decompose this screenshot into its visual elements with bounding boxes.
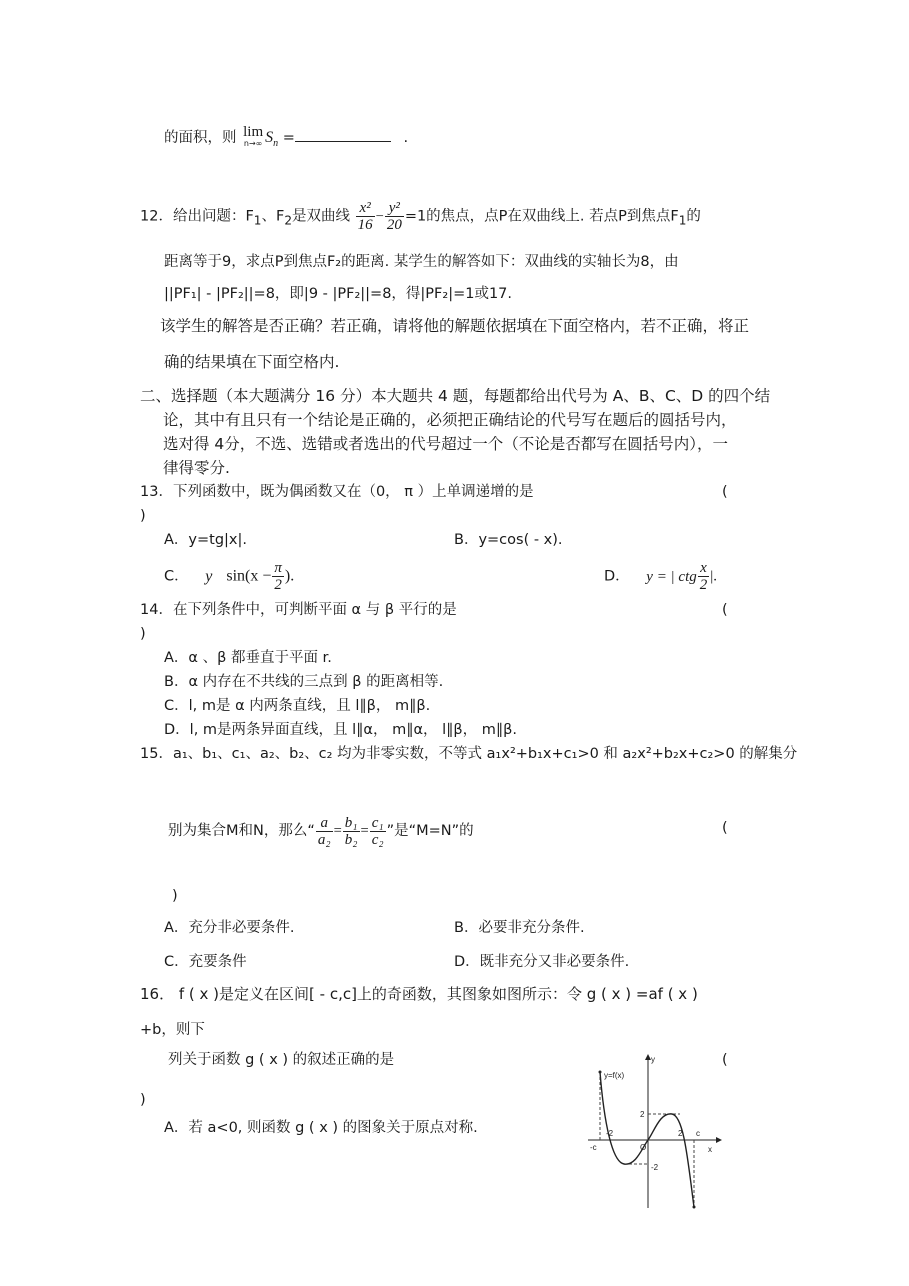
frac-num: x² (356, 200, 375, 217)
equals: = (360, 823, 369, 839)
minus-sign: − (375, 208, 384, 225)
q16-option-a[interactable]: A．若 a<0, 则函数 g ( x ) 的图象关于原点对称. (164, 1120, 478, 1136)
fraction-pi-2 (272, 560, 284, 593)
graph-label-x: x (708, 1145, 712, 1154)
lim-subscript: n→∞ (243, 139, 263, 148)
frac-num: b₁ (344, 814, 358, 831)
q14-option-c[interactable]: C．l, m是 α 内两条直线，且 l∥β， m∥β. (164, 698, 431, 714)
s-subscript: n (273, 137, 279, 149)
fraction-x2-16 (356, 200, 375, 233)
q13-option-c[interactable] (164, 560, 294, 593)
sec2-line3: 选对得 4分，不选、选错或者选出的代号超过一个（不论是否都写在圆括号内），一 (163, 435, 729, 453)
endpoint-left (599, 1071, 602, 1074)
q12-text-3: 是双曲线 (292, 208, 351, 225)
q12-text-4: =1的焦点，点P在双曲线上. 若点P到焦点F (404, 208, 679, 225)
x-axis-arrow (716, 1137, 722, 1143)
q13-option-d[interactable] (604, 560, 717, 593)
frac-num: π (274, 560, 282, 576)
q15-option-c[interactable]: C．充要条件 (164, 954, 247, 970)
answer-blank[interactable] (295, 127, 391, 142)
frac-num: y² (385, 200, 404, 217)
q15-paren-open: ( (722, 820, 728, 836)
graph-label-c: c (696, 1129, 700, 1138)
sin-expr: sin(x − (226, 567, 272, 585)
graph-label-2: 2 (640, 1110, 645, 1119)
graph-label-neg2-x: -2 (606, 1129, 614, 1138)
fraction-a (316, 815, 333, 848)
q14-stem: 14．在下列条件中，可判断平面 α 与 β 平行的是 (140, 602, 457, 618)
q16-stem2: +b，则下 (140, 1022, 205, 1038)
q15-stem: 15．a₁、b₁、c₁、a₂、b₂、c₂ 均为非零实数，不等式 a₁x²+b₁x+c₁>0 和 a₂x²+b₂x+c₂>0 的解集分 (140, 746, 798, 762)
graph-label-neg2: -2 (651, 1163, 659, 1172)
q15-option-a[interactable]: A．充分非必要条件. (164, 920, 295, 936)
q12-text-5: 的 (686, 208, 701, 225)
q13-stem: 13．下列函数中，既为偶函数又在（0， π ）上单调递增的是 (140, 484, 534, 500)
endpoint-right (693, 1206, 696, 1209)
q12-sub-3: 1 (678, 213, 687, 228)
q12-sub-2: 2 (284, 213, 293, 228)
graph-label-origin: O (640, 1143, 647, 1152)
expr-end: ). (284, 567, 295, 585)
q12-line5: 确的结果填在下面空格内. (164, 353, 340, 371)
q12-text-2: 、F (261, 208, 285, 225)
s-symbol: S (265, 129, 274, 146)
expr-end: |. (710, 568, 718, 585)
sec2-line4: 律得零分. (163, 459, 230, 477)
option-label: C． (164, 568, 189, 585)
period: . (403, 130, 409, 146)
q16-stem3: 列关于函数 g ( x ) 的叙述正确的是 (168, 1052, 395, 1068)
q14-paren-open: ( (722, 602, 728, 618)
limit-prefix: 的面积，则 (164, 130, 237, 146)
frac-num: c₁ (371, 814, 384, 831)
lim-text: lim (243, 124, 264, 140)
q12-number: 12． (140, 208, 173, 225)
graph-label-neg-c: -c (590, 1143, 597, 1152)
fraction-b (343, 815, 360, 848)
frac-den: 16 (357, 217, 373, 233)
limit-line (164, 126, 408, 154)
q12-line2: 距离等于9，求点P到焦点F₂的距离. 某学生的解答如下：双曲线的实轴长为8，由 (164, 254, 679, 270)
q12-sub-1: 1 (253, 213, 262, 228)
q13-option-b[interactable]: B．y=cos( - x). (454, 532, 563, 548)
frac-den: 2 (274, 577, 282, 593)
q14-option-d[interactable]: D．l, m是两条异面直线，且 l∥α， m∥α， l∥β， m∥β. (164, 722, 518, 738)
frac-den: 2 (699, 577, 708, 593)
sec2-line1: 二、选择题（本大题满分 16 分）本大题共 4 题，每题都给出代号为 A、B、C、D 的四个结 (140, 387, 771, 405)
ctg-expr: y = | ctg (646, 568, 697, 585)
fraction-x-2 (698, 560, 710, 593)
q14-option-a[interactable]: A．α 、β 都垂直于平面 r. (164, 650, 332, 666)
function-graph (584, 1052, 724, 1212)
graph-label-2-x: 2 (678, 1129, 683, 1138)
q15-option-b[interactable]: B．必要非充分条件. (454, 920, 585, 936)
q14-paren-close: ) (140, 626, 146, 642)
frac-num: x (698, 560, 710, 577)
q13-paren-close: ) (140, 508, 146, 524)
frac-den: c₂ (371, 831, 384, 848)
option-label: D． (604, 568, 630, 585)
q15-option-d[interactable]: D．既非充分又非必要条件. (454, 954, 630, 970)
q14-option-b[interactable]: B．α 内存在不共线的三点到 β 的距离相等. (164, 674, 444, 690)
q15-paren-close: ) (172, 888, 178, 904)
y-symbol: y (205, 567, 213, 585)
limit-symbol (243, 126, 263, 150)
fraction-y2-20 (385, 200, 404, 233)
sec2-line2: 论，其中有且只有一个结论是正确的，必须把正确结论的代号写在题后的圆括号内， (163, 411, 737, 429)
q13-paren-open: ( (722, 484, 728, 500)
q12-line4: 该学生的解答是否正确？若正确，请将他的解题依据填在下面空格内，若不正确，将正 (160, 317, 750, 335)
q15-text-a: 别为集合M和N，那么“ (168, 823, 315, 839)
q16-paren-close: ) (140, 1092, 146, 1108)
q12-line3: ||PF₁| - |PF₂||=8，即|9 - |PF₂||=8，得|PF₂|=1或17. (164, 286, 513, 302)
q15-line2 (168, 814, 474, 848)
graph-label-y: y (651, 1055, 655, 1064)
q16-stem: 16． f ( x )是定义在区间[ - c,c]上的奇函数，其图象如图所示：令 g ( x ) =af ( x ) (140, 985, 698, 1003)
graph-label-fn: y=f(x) (604, 1071, 625, 1080)
frac-den: a₂ (317, 831, 331, 848)
frac-den: b₂ (344, 831, 358, 848)
q13-option-a[interactable]: A．y=tg|x|. (164, 532, 247, 548)
equals: = (333, 823, 342, 839)
frac-num: a (316, 815, 333, 832)
q12-stem (140, 200, 701, 233)
q12-text-1: 给出问题：F (172, 208, 254, 225)
equals: = (282, 130, 295, 146)
fraction-c (370, 815, 386, 848)
q15-text-b: ”是“M=N”的 (386, 823, 474, 839)
frac-den: 20 (386, 217, 402, 233)
q16-paren-open: ( (722, 1052, 728, 1068)
